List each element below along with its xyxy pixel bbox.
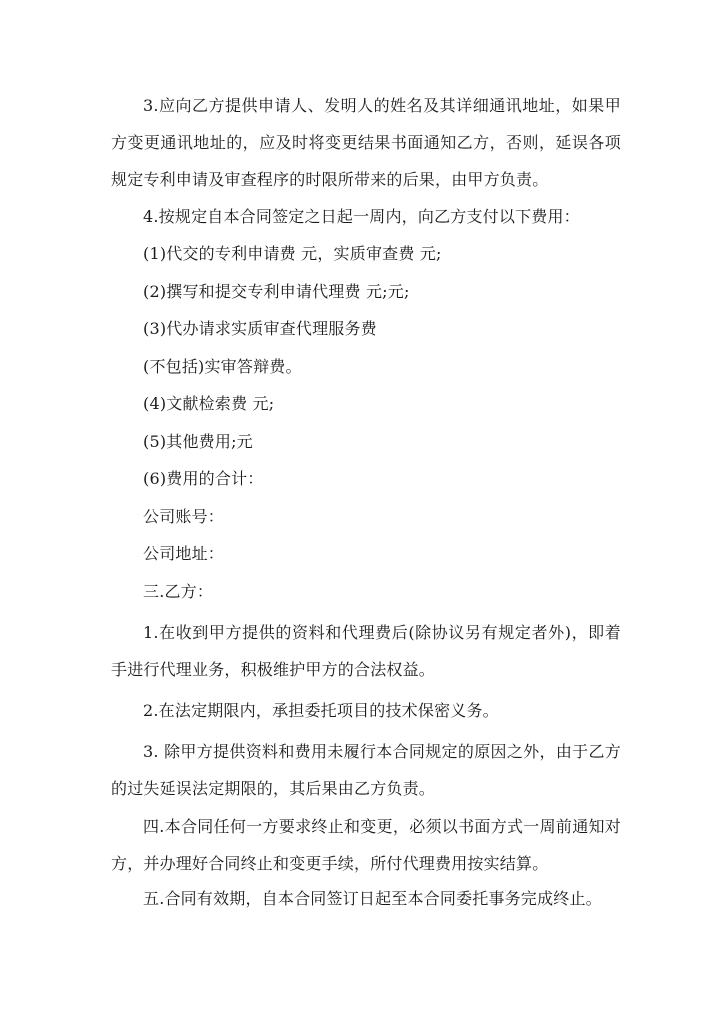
paragraph-item-3: 3.应向乙方提供申请人、发明人的姓名及其详细通讯地址，如果甲方变更通讯地址的，应及时将变更结果书面通知乙方，否则，延误各项规定专利申请及审查程序的时限所带来的后果，由甲方负责。 bbox=[111, 96, 621, 189]
section-four-termination: 四.本合同任何一方要求终止和变更，必须以书面方式一周前通知对方，并办理好合同终止和变更手续，所付代理费用按实结算。 bbox=[111, 817, 621, 873]
fee-line-3-note: (不包括)实审答辩费。 bbox=[143, 357, 302, 376]
party-b-item-2: 2.在法定期限内，承担委托项目的技术保密义务。 bbox=[143, 701, 499, 720]
company-address-line: 公司地址： bbox=[143, 544, 225, 563]
fee-line-3: (3)代办请求实质审查代理服务费 bbox=[143, 319, 377, 338]
fee-line-1: (1)代交的专利申请费 元，实质审查费 元; bbox=[143, 244, 442, 263]
fee-line-5: (5)其他费用;元 bbox=[143, 432, 253, 451]
company-account-line: 公司账号： bbox=[143, 507, 225, 526]
party-b-item-1: 1.在收到甲方提供的资料和代理费后(除协议另有规定者外)，即着手进行代理业务，积极维护甲方的合法权益。 bbox=[111, 623, 621, 679]
fee-line-6: (6)费用的合计： bbox=[143, 469, 264, 488]
paragraph-item-4: 4.按规定自本合同签定之日起一周内，向乙方支付以下费用： bbox=[143, 207, 580, 226]
fee-line-4: (4)文献检索费 元; bbox=[143, 394, 275, 413]
section-heading-party-b: 三.乙方： bbox=[143, 582, 214, 601]
party-b-item-3: 3. 除甲方提供资料和费用未履行本合同规定的原因之外，由于乙方的过失延误法定期限的，其后果由乙方负责。 bbox=[111, 742, 621, 798]
fee-line-2: (2)撰写和提交专利申请代理费 元;元; bbox=[143, 282, 410, 301]
section-five-validity: 五.合同有效期，自本合同签订日起至本合同委托事务完成终止。 bbox=[143, 889, 602, 908]
